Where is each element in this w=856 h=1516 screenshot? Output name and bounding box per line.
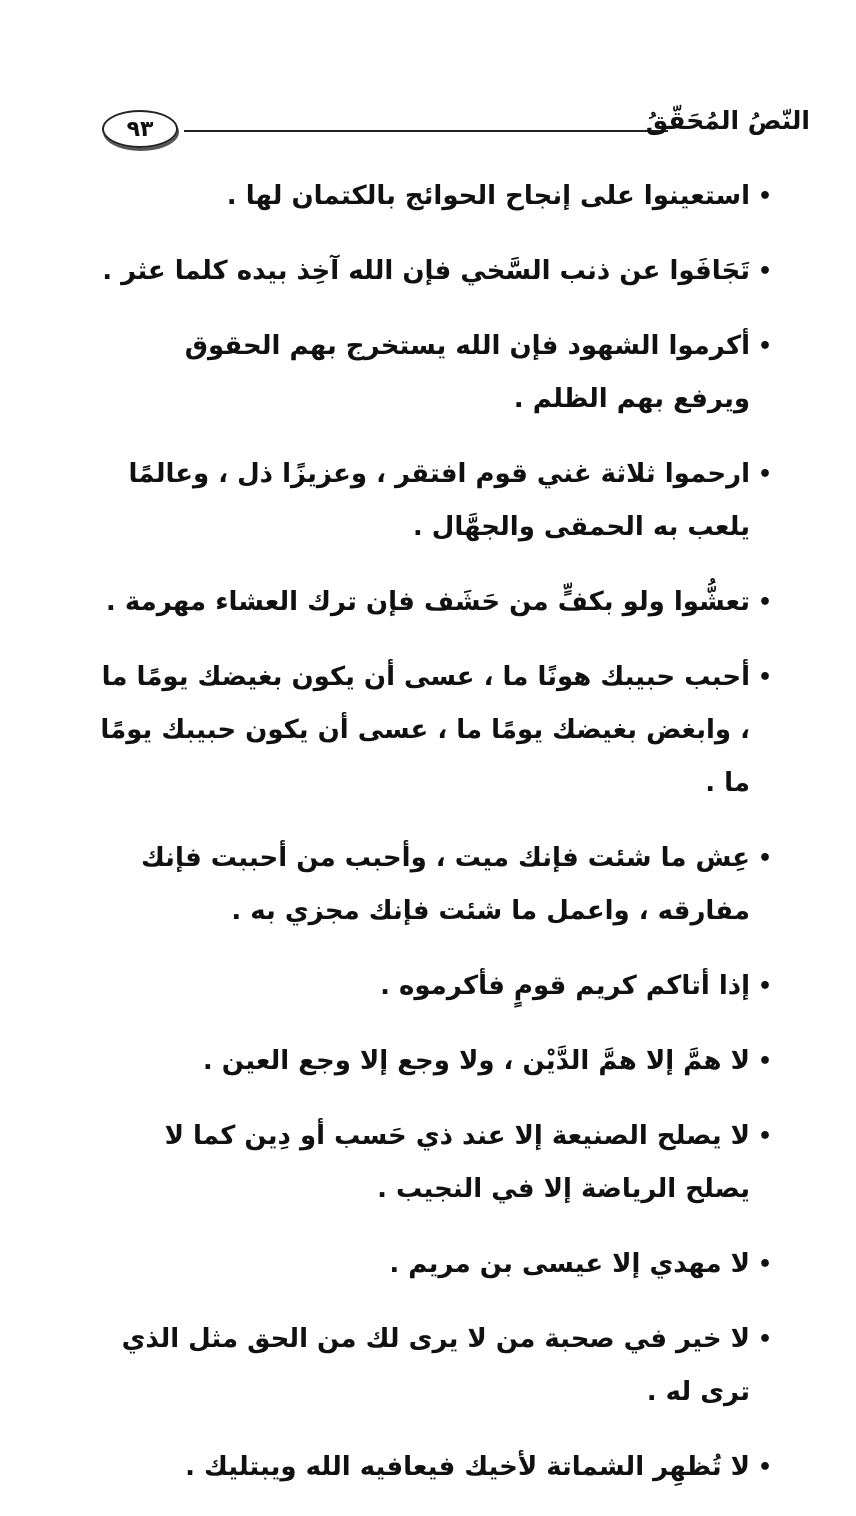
bullet-icon: • xyxy=(757,846,772,871)
saying-text: إذا أتاكم كريم قومٍ فأكرموه . xyxy=(380,971,750,1001)
list-item xyxy=(100,1035,772,1088)
bullet-icon: • xyxy=(757,1124,772,1149)
saying-text: لا مهدي إلا عيسى بن مريم . xyxy=(389,1249,750,1279)
saying-text: عِش ما شئت فإنك ميت ، وأحبب من أحببت فإنك مفارقه ، واعمل ما شئت فإنك مجزي به . xyxy=(140,843,750,926)
running-title: النّصُ المُحَقّقُ xyxy=(645,106,810,135)
list-item xyxy=(100,320,772,426)
bullet-icon: • xyxy=(757,462,772,487)
saying-text: لا يصلح الصنيعة إلا عند ذي حَسب أو دِين كما لا يصلح الرياضة إلا في النجيب . xyxy=(164,1121,750,1204)
page-header xyxy=(96,100,810,156)
bullet-icon: • xyxy=(757,259,772,284)
list-item xyxy=(100,1441,772,1494)
saying-text: ارحموا ثلاثة غني قوم افتقر ، وعزيزًا ذل ، وعالمًا يلعب به الحمقى والجهَّال . xyxy=(128,459,750,542)
bullet-icon: • xyxy=(757,665,772,690)
list-item xyxy=(100,1110,772,1216)
list-item xyxy=(100,1313,772,1419)
list-item xyxy=(100,448,772,554)
sayings-list xyxy=(100,170,772,1516)
bullet-icon: • xyxy=(757,1252,772,1277)
bullet-icon: • xyxy=(757,1049,772,1074)
list-item xyxy=(100,960,772,1013)
list-item xyxy=(100,651,772,810)
saying-text: أحبب حبيبك هونًا ما ، عسى أن يكون بغيضك يومًا ما ، وابغض بغيضك يومًا ما ، عسى أن يكون حبيبك يومًا ما . xyxy=(100,662,750,798)
bullet-icon: • xyxy=(757,590,772,615)
bullet-icon: • xyxy=(757,184,772,209)
list-item xyxy=(100,245,772,298)
saying-text: تعشُّوا ولو بكفٍّ من حَشَف فإن ترك العشاء مهرمة . xyxy=(105,587,750,617)
saying-text: لا تُظهِر الشماتة لأخيك فيعافيه الله ويبتليك . xyxy=(185,1452,750,1482)
saying-text: لا همَّ إلا همَّ الدَّيْن ، ولا وجع إلا وجع العين . xyxy=(202,1046,750,1076)
list-item xyxy=(100,576,772,629)
saying-text: تَجَافَوا عن ذنب السَّخي فإن الله آخِذ بيده كلما عثر . xyxy=(102,256,750,286)
saying-text: لا خير في صحبة من لا يرى لك من الحق مثل الذي ترى له . xyxy=(121,1324,750,1407)
saying-text: أكرموا الشهود فإن الله يستخرج بهم الحقوق ويرفع بهم الظلم . xyxy=(184,331,750,414)
list-item xyxy=(100,832,772,938)
bullet-icon: • xyxy=(757,1327,772,1352)
page-number: ٩٣ xyxy=(102,110,178,148)
bullet-icon: • xyxy=(757,1455,772,1480)
list-item xyxy=(100,170,772,223)
bullet-icon: • xyxy=(757,334,772,359)
header-rule xyxy=(184,130,668,132)
saying-text: استعينوا على إنجاح الحوائج بالكتمان لها . xyxy=(226,181,750,211)
list-item xyxy=(100,1238,772,1291)
bullet-icon: • xyxy=(757,974,772,999)
